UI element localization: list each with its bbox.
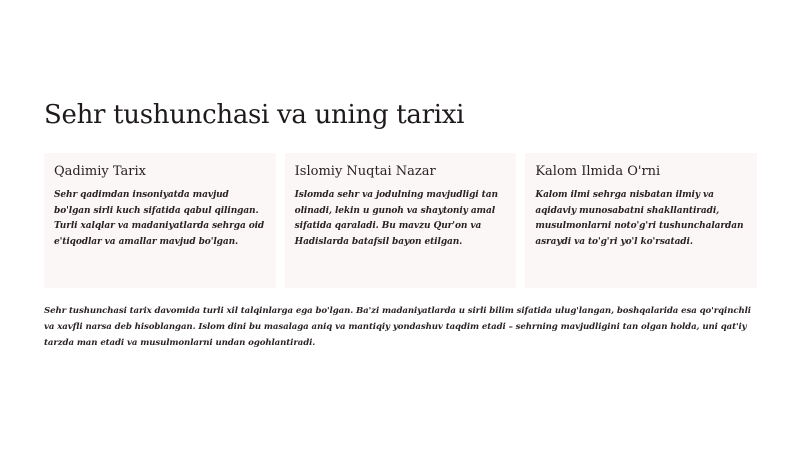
card-row xyxy=(44,153,757,288)
card-islamic-view xyxy=(285,153,517,288)
slide-title: Sehr tushunchasi va uning tarixi xyxy=(44,100,465,130)
card-title: Qadimiy Tarix xyxy=(54,164,146,179)
card-title: Islomiy Nuqtai Nazar xyxy=(294,164,436,179)
card-ancient-history xyxy=(44,153,276,288)
card-body: Sehr qadimdan insoniyatda mavjud bo'lgan sirli kuch sifatida qabul qilingan. Turli xalqlar va madaniyatlarda sehrga oid e'tiqodlar va amallar mavjud bo'lgan. xyxy=(54,190,265,247)
card-body: Kalom ilmi sehrga nisbatan ilmiy va aqidaviy munosabatni shakllantiradi, musulmonlarni noto'g'ri tushunchalardan asraydi va to'g'ri yo'l ko'rsatadi. xyxy=(535,190,744,247)
card-kalam-role xyxy=(525,153,757,288)
summary-paragraph: Sehr tushunchasi tarix davomida turli xil talqinlarga ega bo'lgan. Ba'zi madaniyatlarda u sirli bilim sifatida ulug'langan, boshqalarida esa qo'rqinchli va xavfli narsa deb hisoblangan. Islom dini bu masalaga aniq va mantiqiy yondashuv taqdim etadi – sehrning mavjudligini tan olgan holda, uni qat'iy tarzda man etadi va musulmonlarni undan ogohlantiradi. xyxy=(44,306,751,348)
card-title: Kalom Ilmida O'rni xyxy=(535,164,661,179)
card-body: Islomda sehr va jodulning mavjudligi tan olinadi, lekin u gunoh va shaytoniy amal sifatida qaraladi. Bu mavzu Qur'on va Hadislarda batafsil bayon etilgan. xyxy=(294,190,498,247)
